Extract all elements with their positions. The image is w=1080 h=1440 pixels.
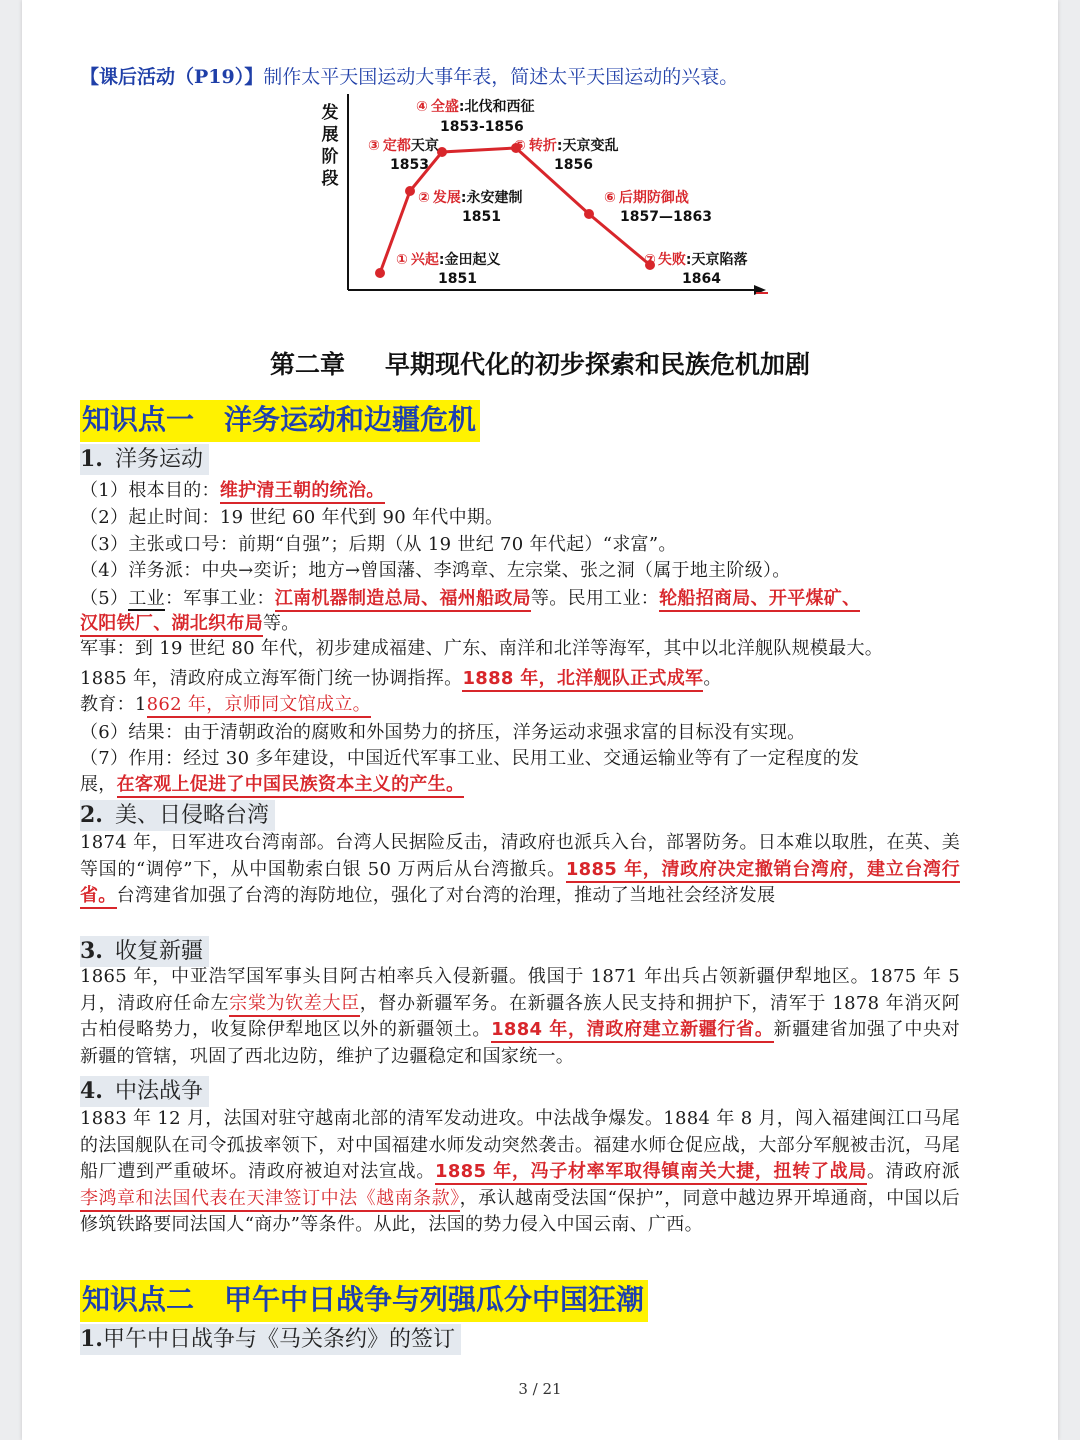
y-axis-label-1: 发 (321, 103, 339, 123)
text: 1885 年，清政府成立海军衙门统一协调指挥。 (80, 668, 463, 689)
activity-text: 制作太平天国运动大事年表，简述太平天国运动的兴衰。 (263, 66, 739, 88)
text: 教育：1 (80, 694, 147, 715)
highlight: 李鸿章和法国代表在天津签订中法《越南条款》 (80, 1188, 460, 1212)
s1-line-industry (80, 586, 980, 612)
section-1-number: 1. (80, 446, 103, 472)
chapter-number: 第二章 (269, 350, 345, 379)
point-develop (405, 186, 415, 196)
section-4-number: 4. (80, 1078, 103, 1104)
section-3-title: 收复新疆 (114, 939, 203, 964)
highlight: 1885 年，冯子材率军取得镇南关大捷，扭转了战局 (435, 1161, 867, 1185)
highlight: 汉阳铁厂、湖北织布局 (80, 613, 263, 637)
text: 1865 年，中亚浩罕国军事头目阿古柏率兵入侵新疆。俄国于 1871 年出兵占领新疆伊犁地区。1875 年 5 月，清政府任命左 (80, 966, 960, 1014)
highlight: 维护清王朝的统治。 (220, 480, 385, 504)
section-2-title: 美、日侵略台湾 (114, 803, 269, 828)
section-3-heading (80, 936, 209, 967)
s1-line-navy (80, 666, 980, 692)
text: 。清政府派 (866, 1161, 961, 1182)
stage-6-year: 1857—1863 (620, 209, 712, 225)
text: ，督办新疆军务。在新疆各族人民支持和拥护下，清军于 1878 年消灭阿古柏侵略势力，收复除伊犁地区以外的新疆领土。 (80, 992, 960, 1040)
section-2-number: 2. (80, 802, 103, 828)
point-rise (375, 268, 385, 278)
point-defense (584, 209, 594, 219)
text: 新疆建省加强了中央对新疆的管辖，巩固了西北边防，维护了边疆稳定和国家统一。 (80, 1019, 960, 1067)
section-5-title: 甲午中日战争与《马关条约》的签订 (102, 1327, 455, 1352)
section-5-heading (80, 1324, 461, 1355)
highlight: 宗棠为钦差大臣 (229, 993, 360, 1017)
after-class-activity (80, 62, 980, 89)
section-2-heading (80, 800, 275, 831)
kp1-title: 洋务运动和边疆危机 (224, 403, 477, 436)
knowledge-point-1-heading (80, 400, 480, 442)
text: （1）根本目的： (80, 480, 220, 501)
stage-2-year: 1851 (462, 209, 501, 225)
section-4-paragraph (80, 1106, 960, 1239)
taiping-stage-diagram (290, 92, 790, 304)
section-1-heading (80, 444, 209, 475)
y-axis-label-4: 段 (321, 169, 339, 189)
s1-line-period: （2）起止时间：19 世纪 60 年代到 90 年代中期。 (80, 507, 504, 528)
s1-line-result: （6）结果：由于清朝政治的腐败和外国势力的挤压，洋务运动求强求富的目标没有实现。 (80, 722, 806, 743)
highlight: 在客观上促进了中国民族资本主义的产生。 (117, 774, 465, 798)
y-axis-label-3: 阶 (321, 147, 339, 167)
kp1-label: 知识点一 (82, 403, 195, 436)
text: 。 (703, 668, 722, 689)
s1-line-military: 军事：到 19 世纪 80 年代，初步建成福建、广东、南洋和北洋等海军，其中以北洋舰队规模最大。 (80, 638, 884, 659)
text: 展， (80, 774, 117, 795)
highlight: 江南机器制造总局、福州船政局 (275, 588, 531, 612)
stage-4-label: ④ 全盛:北伐和西征 (416, 99, 535, 115)
s1-line-effect: （7）作用：经过 30 多年建设，中国近代军事工业、民用工业、交通运输业等有了一定程度的发 (80, 748, 860, 769)
underlined-text: 工业 (128, 588, 165, 609)
text: ，承认越南受法国“保护”，同意中越边界开埠通商，中国以后修筑铁路要同法国人“商办”等条件。从此，法国的势力侵入中国云南、广西。 (80, 1187, 960, 1235)
page-number: 3 / 21 (518, 1380, 562, 1398)
stage-7-label: ⑦ 失败:天京陷落 (644, 252, 748, 268)
text: 等。民用工业： (530, 588, 660, 609)
stage-3-year: 1853 (390, 157, 429, 173)
section-4-heading (80, 1076, 209, 1107)
highlight: 1885 年，清政府决定撤销台湾府，建立台湾行省。 (80, 859, 960, 910)
section-1-title: 洋务运动 (114, 447, 203, 472)
section-3-number: 3. (80, 938, 103, 964)
chapter-title: 早期现代化的初步探索和民族危机加剧 (385, 350, 811, 379)
section-5-number: 1. (80, 1326, 103, 1352)
s1-line-slogan: （3）主张或口号：前期“自强”；后期（从 19 世纪 70 年代起）“求富”。 (80, 534, 677, 555)
highlight: 1888 年，北洋舰队正式成军 (462, 668, 703, 692)
highlight: 862 年，京师同文馆成立。 (147, 694, 371, 718)
activity-tag: 【课后活动（P19）】 (80, 66, 264, 88)
stage-5-label: ⑤ 转折:天京变乱 (514, 138, 619, 154)
s1-line-industry-cont (80, 611, 980, 637)
highlight: 轮船招商局、开平煤矿、 (659, 588, 860, 612)
stage-2-label: ② 发展:永安建制 (418, 190, 523, 206)
section-4-title: 中法战争 (114, 1079, 203, 1104)
text: 1874 年，日军进攻台湾南部。台湾人民据险反击，清政府也派兵入台，部署防务。日本难以取胜，在英、美等国的“调停”下，从中国勒索白银 50 万两后从台湾撤兵。 (80, 832, 960, 880)
text: 台湾建省加强了台湾的海防地位，强化了对台湾的治理，推动了当地社会经济发展 (116, 885, 776, 906)
text: ：军事工业： (164, 588, 275, 609)
stage-6-label: ⑥ 后期防御战 (604, 190, 689, 206)
text: 1883 年 12 月，法国对驻守越南北部的清军发动进攻。中法战争爆发。1884 年 8 月，闯入福建闽江口马尾的法国舰队在司令孤拔率领下，对中国福建水师发动突然袭击。福建水师仓促应战，大部分军舰被击沉，马尾船厂遭到严重破坏。清政府被迫对法宣战。 (80, 1108, 960, 1182)
s1-line-education (80, 692, 980, 718)
chapter-heading (0, 345, 1080, 381)
section-2-paragraph (80, 830, 960, 910)
knowledge-point-2-heading (80, 1280, 648, 1322)
s1-line-faction: （4）洋务派：中央→奕䜣；地方→曾国藩、李鸿章、左宗棠、张之洞（属于地主阶级）。 (80, 560, 791, 581)
stage-3-label: ③ 定都天京 (368, 138, 439, 154)
text: （5） (80, 588, 129, 609)
kp2-label: 知识点二 (82, 1283, 195, 1316)
stage-5-year: 1856 (554, 157, 593, 173)
stage-4-year: 1853-1856 (440, 119, 524, 135)
highlight: 1884 年，清政府建立新疆行省。 (491, 1019, 773, 1043)
stage-1-year: 1851 (438, 271, 477, 287)
section-3-paragraph (80, 964, 960, 1070)
stage-7-year: 1864 (682, 271, 721, 287)
stage-1-label: ① 兴起:金田起义 (396, 252, 501, 268)
s1-line-purpose (80, 478, 980, 504)
y-axis-label-2: 展 (321, 125, 339, 145)
s1-line-effect-cont (80, 772, 980, 798)
text: 等。 (263, 613, 300, 634)
kp2-title: 甲午中日战争与列强瓜分中国狂潮 (224, 1283, 645, 1316)
